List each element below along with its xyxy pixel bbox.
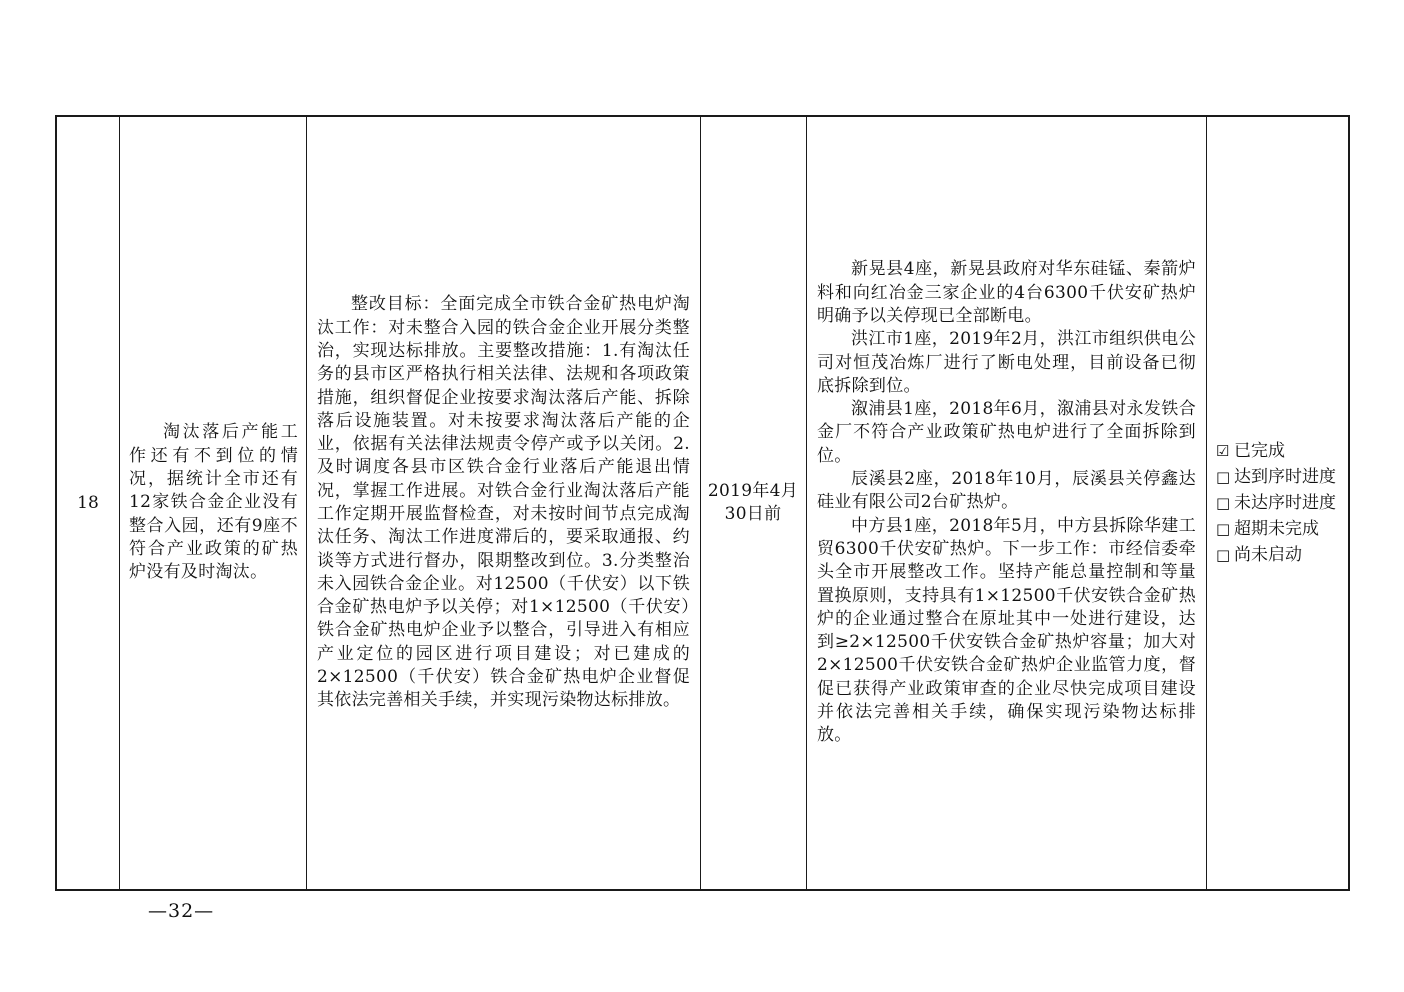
row-number-cell	[57, 117, 119, 889]
row-number: 18	[77, 493, 99, 513]
status-options	[1216, 438, 1336, 568]
unchecked-box-icon[interactable]: □	[1216, 546, 1231, 564]
status-option-overdue[interactable]	[1216, 516, 1336, 542]
status-option-behind-schedule[interactable]	[1216, 490, 1336, 516]
progress-text	[817, 258, 1196, 747]
page-number: —32—	[148, 900, 215, 922]
progress-cell	[806, 117, 1206, 889]
checked-box-icon[interactable]: ☑	[1216, 442, 1230, 460]
measures-cell	[306, 117, 700, 889]
status-option-label: 超期未完成	[1234, 519, 1319, 539]
status-option-on-schedule[interactable]	[1216, 464, 1336, 490]
status-option-label: 尚未启动	[1234, 545, 1302, 565]
progress-paragraph: 洪江市1座，2019年2月，洪江市组织供电公司对恒茂冶炼厂进行了断电处理，目前设备已彻底拆除到位。	[817, 329, 1196, 396]
status-option-label: 已完成	[1234, 441, 1285, 461]
progress-paragraph: 辰溪县2座，2018年10月，辰溪县关停鑫达硅业有限公司2台矿热炉。	[817, 469, 1196, 513]
unchecked-box-icon[interactable]: □	[1216, 468, 1231, 486]
status-option-label: 达到序时进度	[1234, 467, 1336, 487]
progress-paragraph: 溆浦县1座，2018年6月，溆浦县对永发铁合金厂不符合产业政策矿热电炉进行了全面拆除到位。	[817, 399, 1196, 466]
measures-text: 整改目标：全面完成全市铁合金矿热电炉淘汰工作：对未整合入园的铁合金企业开展分类整治，实现达标排放。主要整改措施：1.有淘汰任务的县市区严格执行相关法律、法规和各项政策措施，组织督促企业按要求淘汰落后产能、拆除落后设施装置。对未按要求淘汰落后产能的企业，依据有关法律法规责令停产或予以关闭。2.及时调度各县市区铁合金行业落后产能退出情况，掌握工作进展。对铁合金行业淘汰落后产能工作定期开展监督检查，对未按时间节点完成淘汰任务、淘汰工作进度滞后的，要采取通报、约谈等方式进行督办，限期整改到位。3.分类整治未入园铁合金企业。对12500（千伏安）以下铁合金矿热电炉予以关停；对1×12500（千伏安）铁合金矿热电炉企业予以整合，引导进入有相应产业定位的园区进行项目建设；对已建成的2×12500（千伏安）铁合金矿热电炉企业督促其依法完善相关手续，并实现污染物达标排放。	[317, 294, 690, 711]
unchecked-box-icon[interactable]: □	[1216, 520, 1231, 538]
issue-text: 淘汰落后产能工作还有不到位的情况，据统计全市还有12家铁合金企业没有整合入园，还有9座不符合产业政策的矿热炉没有及时淘汰。	[129, 422, 298, 583]
rectification-table	[55, 115, 1350, 891]
status-cell	[1206, 117, 1348, 889]
issue-cell	[119, 117, 306, 889]
deadline-text: 2019年4月30日前	[707, 480, 799, 524]
deadline-cell	[700, 117, 806, 889]
progress-paragraph: 新晃县4座，新晃县政府对华东硅锰、秦箭炉料和向红冶金三家企业的4台6300千伏安矿热炉明确予以关停现已全部断电。	[817, 259, 1196, 326]
progress-paragraph: 中方县1座，2018年5月，中方县拆除华建工贸6300千伏安矿热炉。下一步工作：市经信委牵头全市开展整改工作。坚持产能总量控制和等量置换原则，支持具有1×12500千伏安铁合金矿热炉的企业通过整合在原址其中一处进行建设，达到≥2×12500千伏安铁合金矿热炉容量；加大对2×12500千伏安铁合金矿热炉企业监管力度，督促已获得产业政策审查的企业尽快完成项目建设并依法完善相关手续，确保实现污染物达标排放。	[817, 515, 1196, 746]
status-option-label: 未达序时进度	[1234, 493, 1336, 513]
status-option-not-started[interactable]	[1216, 542, 1336, 568]
unchecked-box-icon[interactable]: □	[1216, 494, 1231, 512]
status-option-completed[interactable]	[1216, 438, 1336, 464]
